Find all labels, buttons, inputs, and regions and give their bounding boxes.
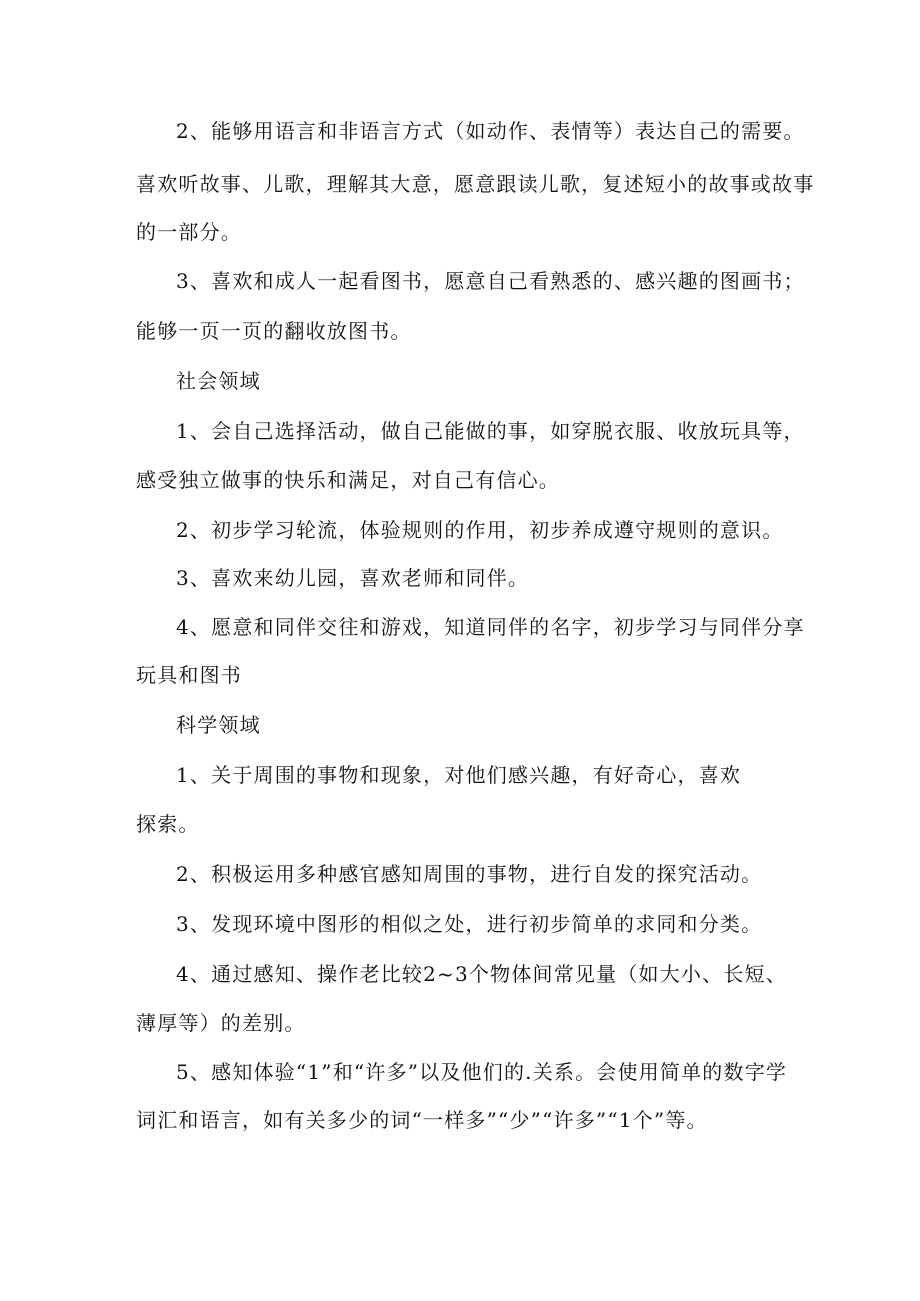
paragraph-line: 喜欢听故事、儿歌，理解其大意，愿意跟读儿歌，复述短小的故事或故事 — [136, 172, 815, 196]
paragraph-line: 能够一页一页的翻收放图书。 — [136, 319, 412, 343]
paragraph-line: 薄厚等）的差别。 — [136, 1011, 306, 1035]
paragraph-line: 4、通过感知、操作老比较2~3个物体间常见量（如大小、长短、 — [176, 962, 787, 986]
paragraph-line: 3、喜欢和成人一起看图书，愿意自己看熟悉的、感兴趣的图画书； — [176, 269, 805, 293]
paragraph-line: 的一部分。 — [136, 220, 242, 244]
paragraph-line: 2、初步学习轮流，体验规则的作用，初步养成遵守规则的意识。 — [176, 518, 784, 542]
paragraph-line: 3、发现环境中图形的相似之处，进行初步简单的求同和分类。 — [176, 912, 763, 936]
paragraph-line: 2、能够用语言和非语言方式（如动作、表情等）表达自己的需要。 — [176, 119, 805, 143]
paragraph-line: 4、愿意和同伴交往和游戏，知道同伴的名字，初步学习与同伴分享 — [176, 615, 805, 639]
section-heading-science: 科学领域 — [176, 713, 261, 737]
paragraph-line: 感受独立做事的快乐和满足，对自己有信心。 — [136, 468, 560, 492]
paragraph-line: 2、积极运用多种感官感知周围的事物，进行自发的探究活动。 — [176, 862, 763, 886]
paragraph-line: 词汇和语言，如有关多少的词“一样多”“少”“许多”“1个”等。 — [136, 1108, 708, 1132]
paragraph-line: 1、会自己选择活动，做自己能做的事，如穿脱衣服、收放玩具等， — [176, 419, 805, 443]
paragraph-line: 1、关于周围的事物和现象，对他们感兴趣，有好奇心，喜欢 — [176, 763, 742, 787]
paragraph-line: 3、喜欢来幼儿园，喜欢老师和同伴。 — [176, 566, 530, 590]
paragraph-line: 探索。 — [136, 812, 200, 836]
section-heading-social: 社会领域 — [176, 369, 261, 393]
paragraph-line: 玩具和图书 — [136, 663, 242, 687]
paragraph-line: 5、感知体验“1”和“许多”以及他们的.关系。会使用简单的数字学 — [176, 1060, 788, 1084]
